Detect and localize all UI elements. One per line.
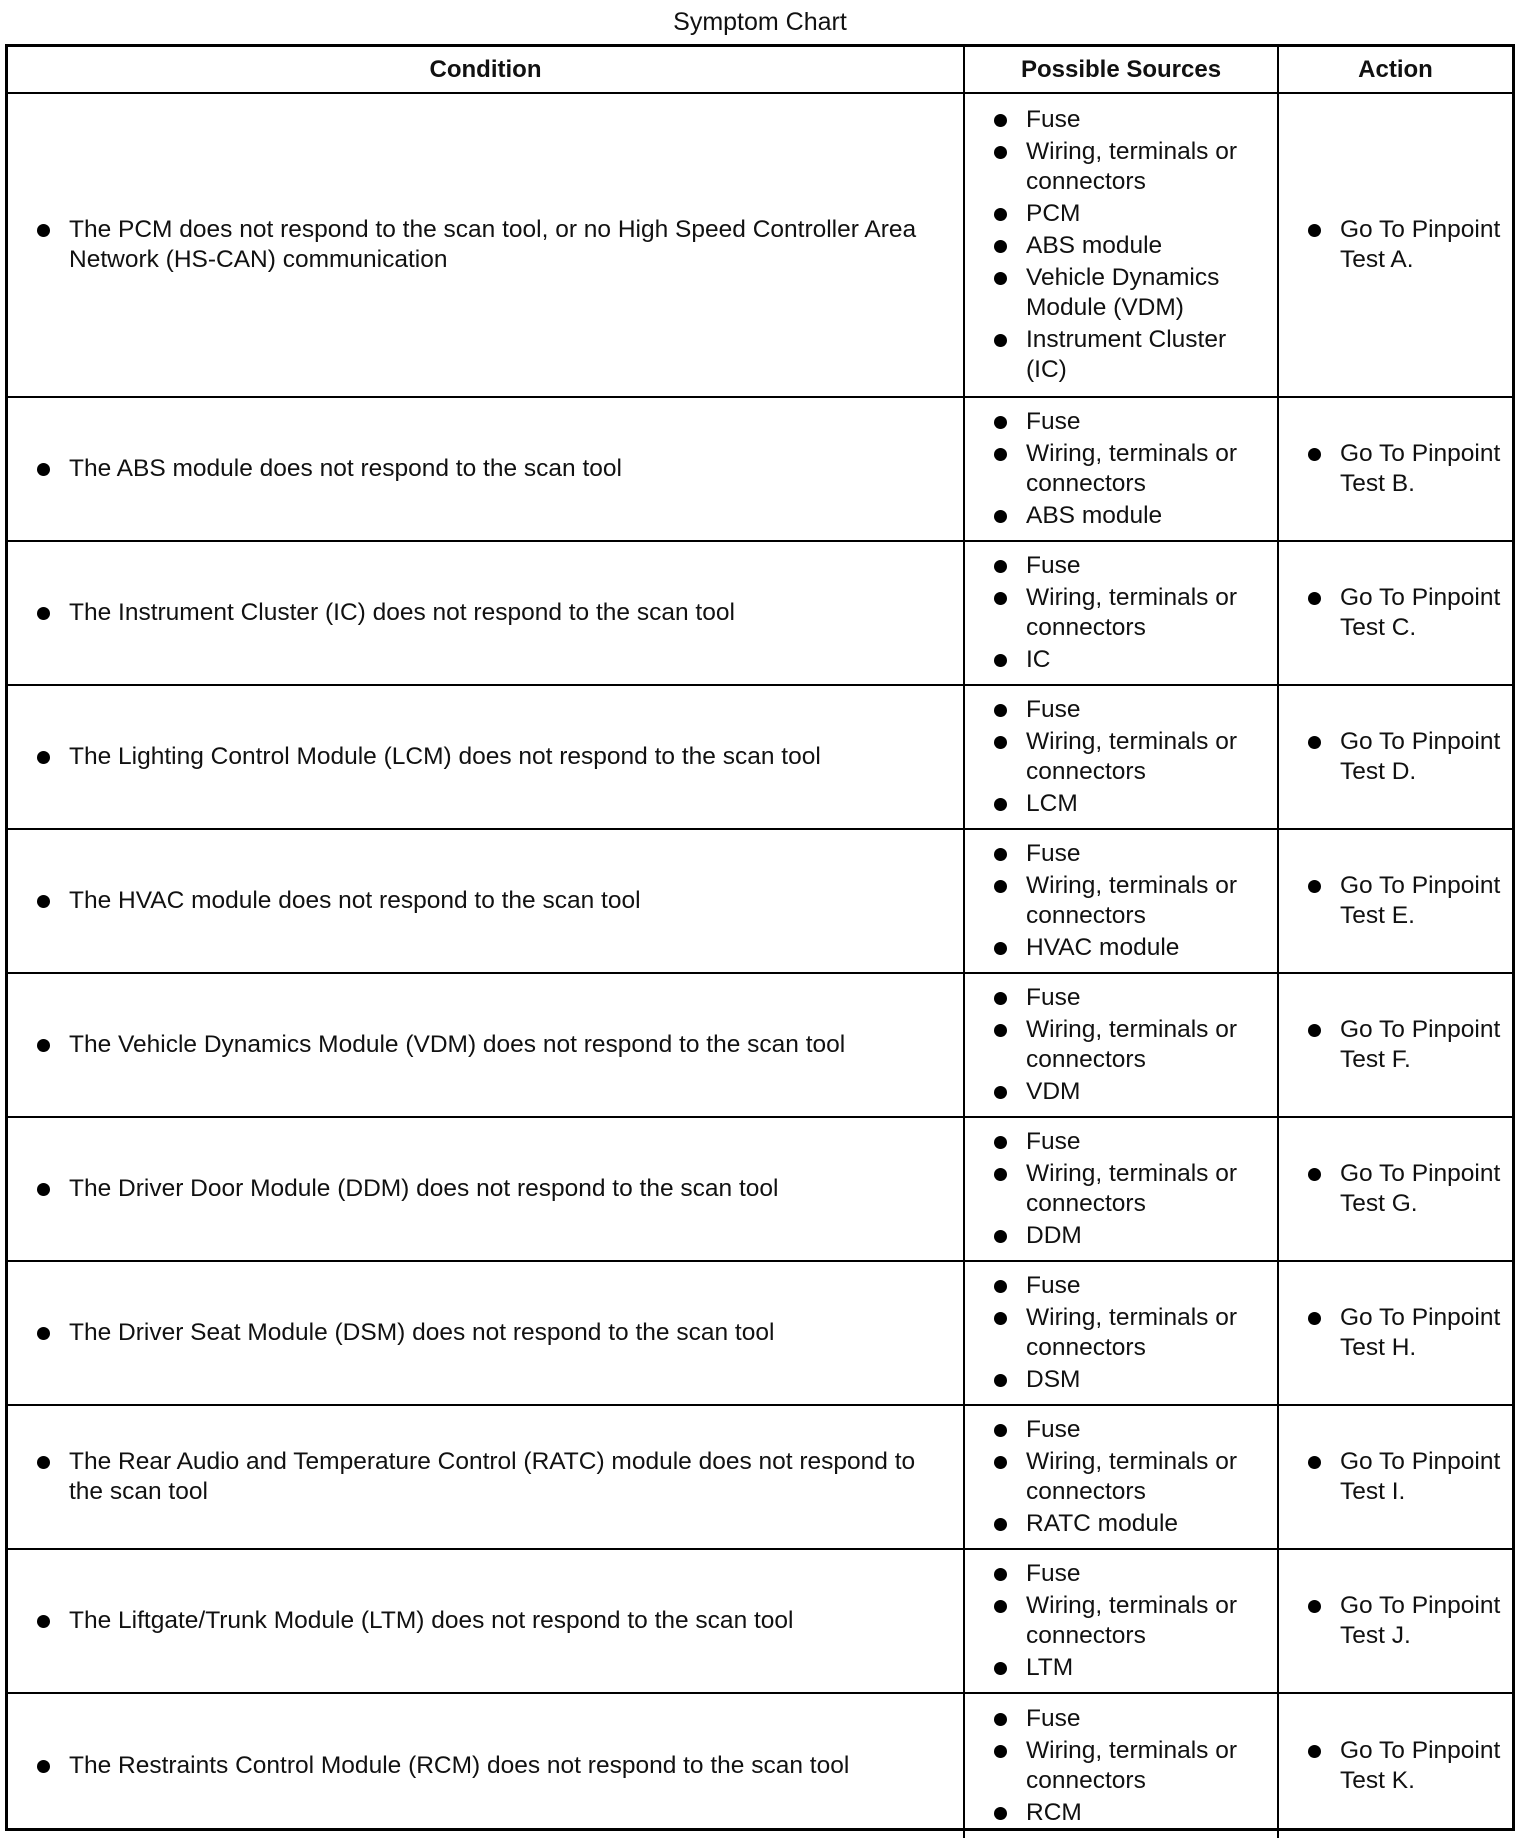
source-item: Wiring, terminals or connectors — [991, 1591, 1267, 1651]
condition-text: The HVAC module does not respond to the scan tool — [34, 886, 945, 916]
source-item: RCM — [991, 1798, 1267, 1828]
source-item: Instrument Cluster (IC) — [991, 325, 1267, 385]
source-item: ABS module — [991, 501, 1267, 531]
condition-cell — [8, 974, 965, 1116]
table-row — [8, 542, 1512, 686]
source-item: Fuse — [991, 105, 1267, 135]
source-item: PCM — [991, 199, 1267, 229]
condition-cell — [8, 542, 965, 684]
action-cell — [1279, 1262, 1512, 1404]
table-row — [8, 94, 1512, 398]
action-cell — [1279, 94, 1512, 396]
sources-cell — [965, 974, 1279, 1116]
sources-cell — [965, 1694, 1279, 1838]
sources-cell — [965, 94, 1279, 396]
sources-cell — [965, 1406, 1279, 1548]
source-item: Fuse — [991, 1704, 1267, 1734]
action-text: Go To Pinpoint Test I. — [1305, 1447, 1504, 1507]
sources-cell — [965, 1262, 1279, 1404]
action-text: Go To Pinpoint Test A. — [1305, 215, 1504, 275]
source-item: ABS module — [991, 231, 1267, 261]
condition-cell — [8, 1262, 965, 1404]
condition-cell — [8, 1406, 965, 1548]
sources-cell — [965, 542, 1279, 684]
source-item: Fuse — [991, 695, 1267, 725]
action-cell — [1279, 1406, 1512, 1548]
action-cell — [1279, 1118, 1512, 1260]
condition-text: The Restraints Control Module (RCM) does not respond to the scan tool — [34, 1751, 945, 1781]
sources-cell — [965, 398, 1279, 540]
chart-title: Symptom Chart — [673, 7, 847, 36]
action-cell — [1279, 686, 1512, 828]
condition-cell — [8, 1694, 965, 1838]
source-item: Fuse — [991, 983, 1267, 1013]
source-item: Fuse — [991, 839, 1267, 869]
condition-cell — [8, 686, 965, 828]
header-condition: Condition — [8, 47, 965, 92]
condition-text: The Rear Audio and Temperature Control (RATC) module does not respond to the scan tool — [34, 1447, 945, 1507]
table-row — [8, 686, 1512, 830]
source-item: LTM — [991, 1653, 1267, 1683]
source-item: Wiring, terminals or connectors — [991, 1447, 1267, 1507]
condition-cell — [8, 1118, 965, 1260]
source-item: Wiring, terminals or connectors — [991, 1303, 1267, 1363]
condition-text: The ABS module does not respond to the scan tool — [34, 454, 945, 484]
source-item: Fuse — [991, 407, 1267, 437]
symptom-chart-table — [5, 44, 1515, 1831]
condition-text: The Driver Seat Module (DSM) does not respond to the scan tool — [34, 1318, 945, 1348]
table-row — [8, 398, 1512, 542]
condition-text: The PCM does not respond to the scan tool, or no High Speed Controller Area Network (HS-CAN) communication — [34, 215, 945, 275]
action-cell — [1279, 1550, 1512, 1692]
table-row — [8, 1694, 1512, 1838]
source-item: Fuse — [991, 1415, 1267, 1445]
source-item: Fuse — [991, 1559, 1267, 1589]
action-text: Go To Pinpoint Test F. — [1305, 1015, 1504, 1075]
action-text: Go To Pinpoint Test J. — [1305, 1591, 1504, 1651]
source-item: DSM — [991, 1365, 1267, 1395]
source-item: Fuse — [991, 551, 1267, 581]
sources-cell — [965, 1118, 1279, 1260]
source-item: VDM — [991, 1077, 1267, 1107]
source-item: Fuse — [991, 1127, 1267, 1157]
source-item: Wiring, terminals or connectors — [991, 1159, 1267, 1219]
action-cell — [1279, 830, 1512, 972]
action-text: Go To Pinpoint Test K. — [1305, 1736, 1504, 1796]
condition-text: The Driver Door Module (DDM) does not respond to the scan tool — [34, 1174, 945, 1204]
action-cell — [1279, 974, 1512, 1116]
condition-cell — [8, 1550, 965, 1692]
table-row — [8, 830, 1512, 974]
sources-cell — [965, 686, 1279, 828]
source-item: Wiring, terminals or connectors — [991, 439, 1267, 499]
action-cell — [1279, 398, 1512, 540]
condition-cell — [8, 94, 965, 396]
condition-text: The Vehicle Dynamics Module (VDM) does not respond to the scan tool — [34, 1030, 945, 1060]
source-item: RATC module — [991, 1509, 1267, 1539]
action-cell — [1279, 1694, 1512, 1838]
action-text: Go To Pinpoint Test C. — [1305, 583, 1504, 643]
source-item: DDM — [991, 1221, 1267, 1251]
source-item: Wiring, terminals or connectors — [991, 727, 1267, 787]
source-item: LCM — [991, 789, 1267, 819]
action-text: Go To Pinpoint Test H. — [1305, 1303, 1504, 1363]
table-header-row — [8, 47, 1512, 94]
action-text: Go To Pinpoint Test B. — [1305, 439, 1504, 499]
source-item: IC — [991, 645, 1267, 675]
action-text: Go To Pinpoint Test D. — [1305, 727, 1504, 787]
sources-cell — [965, 1550, 1279, 1692]
header-possible-sources: Possible Sources — [965, 47, 1279, 92]
source-item: Wiring, terminals or connectors — [991, 871, 1267, 931]
condition-cell — [8, 830, 965, 972]
source-item: Fuse — [991, 1271, 1267, 1301]
condition-text: The Lighting Control Module (LCM) does not respond to the scan tool — [34, 742, 945, 772]
action-text: Go To Pinpoint Test G. — [1305, 1159, 1504, 1219]
header-action: Action — [1358, 55, 1433, 83]
source-item: Wiring, terminals or connectors — [991, 1736, 1267, 1796]
action-text: Go To Pinpoint Test E. — [1305, 871, 1504, 931]
table-row — [8, 1406, 1512, 1550]
action-cell — [1279, 542, 1512, 684]
condition-text: The Liftgate/Trunk Module (LTM) does not respond to the scan tool — [34, 1606, 945, 1636]
source-item: HVAC module — [991, 933, 1267, 963]
table-row — [8, 1118, 1512, 1262]
source-item: Vehicle Dynamics Module (VDM) — [991, 263, 1267, 323]
condition-cell — [8, 398, 965, 540]
table-row — [8, 1262, 1512, 1406]
sources-cell — [965, 830, 1279, 972]
source-item: Wiring, terminals or connectors — [991, 583, 1267, 643]
table-row — [8, 1550, 1512, 1694]
source-item: Wiring, terminals or connectors — [991, 1015, 1267, 1075]
condition-text: The Instrument Cluster (IC) does not respond to the scan tool — [34, 598, 945, 628]
source-item: Wiring, terminals or connectors — [991, 137, 1267, 197]
table-row — [8, 974, 1512, 1118]
